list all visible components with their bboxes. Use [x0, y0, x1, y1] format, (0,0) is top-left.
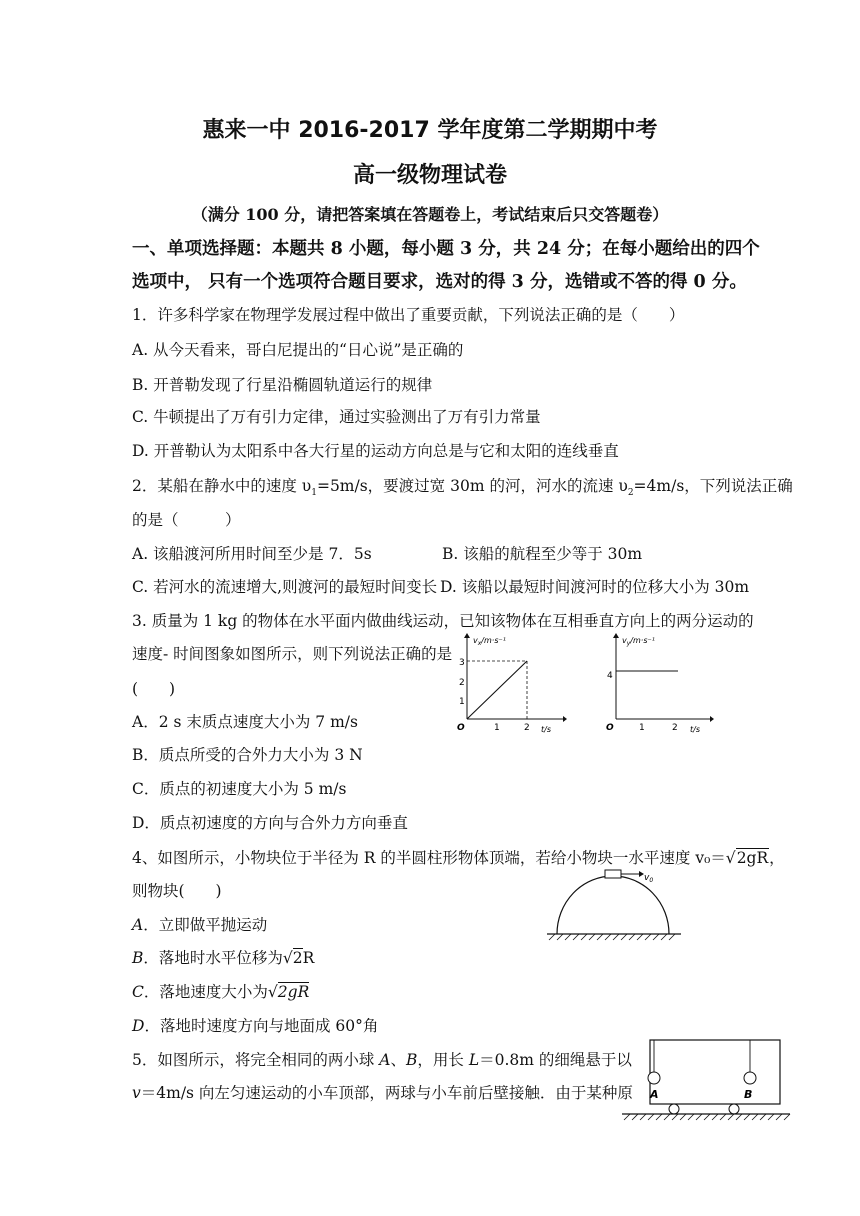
vx-origin: O	[457, 723, 465, 733]
q4-option-a: A．立即做平抛运动	[132, 916, 268, 934]
ground-hatching	[549, 934, 675, 940]
q1-option-d: D. 开普勒认为太阳系中各大行星的运动方向总是与它和太阳的连线垂直	[132, 442, 619, 460]
section-heading-line2: 选项中， 只有一个选项符合题目要求，选对的得 3 分，选错或不答的得 0 分。	[132, 272, 747, 292]
section-heading-line1: 一、单项选择题：本题共 8 小题，每小题 3 分，共 24 分；在每小题给出的四个	[132, 239, 760, 259]
q1-stem: 1．许多科学家在物理学发展过程中做出了重要贡献，下列说法正确的是（ ）	[132, 306, 685, 324]
wheel-right	[729, 1104, 739, 1114]
v0-label: $v_0$	[644, 873, 654, 884]
half-cylinder	[557, 876, 669, 934]
ball-a-label: A	[650, 1088, 659, 1101]
small-block	[605, 870, 621, 878]
q4-stem-line1: 4、如图所示，小物块位于半径为 R 的半圆柱形物体顶端，若给小物块一水平速度 v₀＝√2gR，	[132, 849, 785, 867]
q2-stem-line2: 的是（ ）	[132, 511, 241, 529]
cart-body	[650, 1040, 780, 1104]
exam-note: （满分 100 分，请把答案填在答题卷上，考试结束后只交答题卷）	[191, 205, 669, 224]
vy-axis-label: $v_y/m\cdot s^{-1}$	[622, 636, 655, 647]
exam-subtitle: 高一级物理试卷	[352, 163, 507, 188]
vx-line	[467, 661, 527, 719]
vx-x-label: t/s	[541, 725, 551, 734]
q3-option-b: B．质点所受的合外力大小为 3 N	[132, 746, 363, 764]
vy-origin: O	[606, 723, 614, 733]
q3-option-d: D．质点初速度的方向与合外力方向垂直	[132, 814, 408, 832]
q2-option-d: D. 该船以最短时间渡河时的位移大小为 30m	[440, 578, 750, 596]
q4-option-c: C．落地速度大小为√2gR	[132, 983, 310, 1001]
track-hatching	[624, 1114, 790, 1120]
vy-ytick-4: 4	[607, 671, 613, 681]
q3-stem-line1: 3. 质量为 1 kg 的物体在水平面内做曲线运动，已知该物体在互相垂直方向上的两分运动的	[132, 612, 754, 630]
q5-stem-line2: v＝4m/s 向左匀速运动的小车顶部，两球与小车前后壁接触．由于某种原	[132, 1084, 633, 1102]
vx-ytick-2: 2	[459, 678, 465, 688]
q1-option-a: A. 从今天看来，哥白尼提出的“日心说”是正确的	[132, 341, 464, 359]
vx-xtick-2: 2	[524, 723, 530, 733]
exam-title: 惠来一中 2016-2017 学年度第二学期期中考	[202, 118, 658, 143]
wheel-left	[669, 1104, 679, 1114]
q2-stem: 2．某船在静水中的速度 $\upsilon_1=5m/s$，要渡过宽 30m 的河，河水的流速 $\upsilon_2=4m/s$，下列说法正确	[132, 477, 793, 499]
q5-stem-line1: 5．如图所示，将完全相同的两小球 A、B，用长 L＝0.8m 的细绳悬于以	[132, 1051, 632, 1069]
q1-option-c: C. 牛顿提出了万有引力定律，通过实验测出了万有引力常量	[132, 408, 541, 426]
q3-option-c: C．质点的初速度大小为 5 m/s	[132, 780, 347, 798]
q2-option-c: C. 若河水的流速增大,则渡河的最短时间变长	[132, 578, 438, 596]
q2-option-a: A. 该船渡河所用时间至少是 7．5s	[132, 545, 372, 563]
q4-option-b: B．落地时水平位移为√2R	[132, 949, 315, 967]
half-cylinder-figure	[545, 866, 685, 942]
q1-option-b: B. 开普勒发现了行星沿椭圆轨道运行的规律	[132, 376, 433, 394]
q4-stem-line2: 则物块( )	[132, 882, 222, 900]
q3-option-a: A．2 s 末质点速度大小为 7 m/s	[132, 713, 358, 731]
q3-stem-line3: ( )	[132, 680, 176, 698]
ball-b	[744, 1072, 756, 1084]
vx-xtick-1: 1	[494, 723, 500, 733]
q3-stem-line2: 速度- 时间图象如图所示，则下列说法正确的是	[132, 645, 453, 663]
vy-xtick-1: 1	[639, 723, 645, 733]
ball-b-label: B	[744, 1088, 753, 1101]
vx-axis-label: $v_x/m\cdot s^{-1}$	[473, 636, 506, 647]
vx-ytick-3: 3	[459, 658, 465, 668]
vx-ytick-1: 1	[459, 697, 465, 707]
vy-x-label: t/s	[690, 725, 700, 734]
q2-option-b: B. 该船的航程至少等于 30m	[442, 545, 643, 563]
ball-a	[648, 1072, 660, 1084]
vy-xtick-2: 2	[672, 723, 678, 733]
q4-option-d: D．落地时速度方向与地面成 60°角	[132, 1017, 379, 1035]
vy-time-graph	[604, 632, 716, 734]
vx-time-graph	[455, 632, 567, 734]
cart-figure	[620, 1036, 792, 1122]
